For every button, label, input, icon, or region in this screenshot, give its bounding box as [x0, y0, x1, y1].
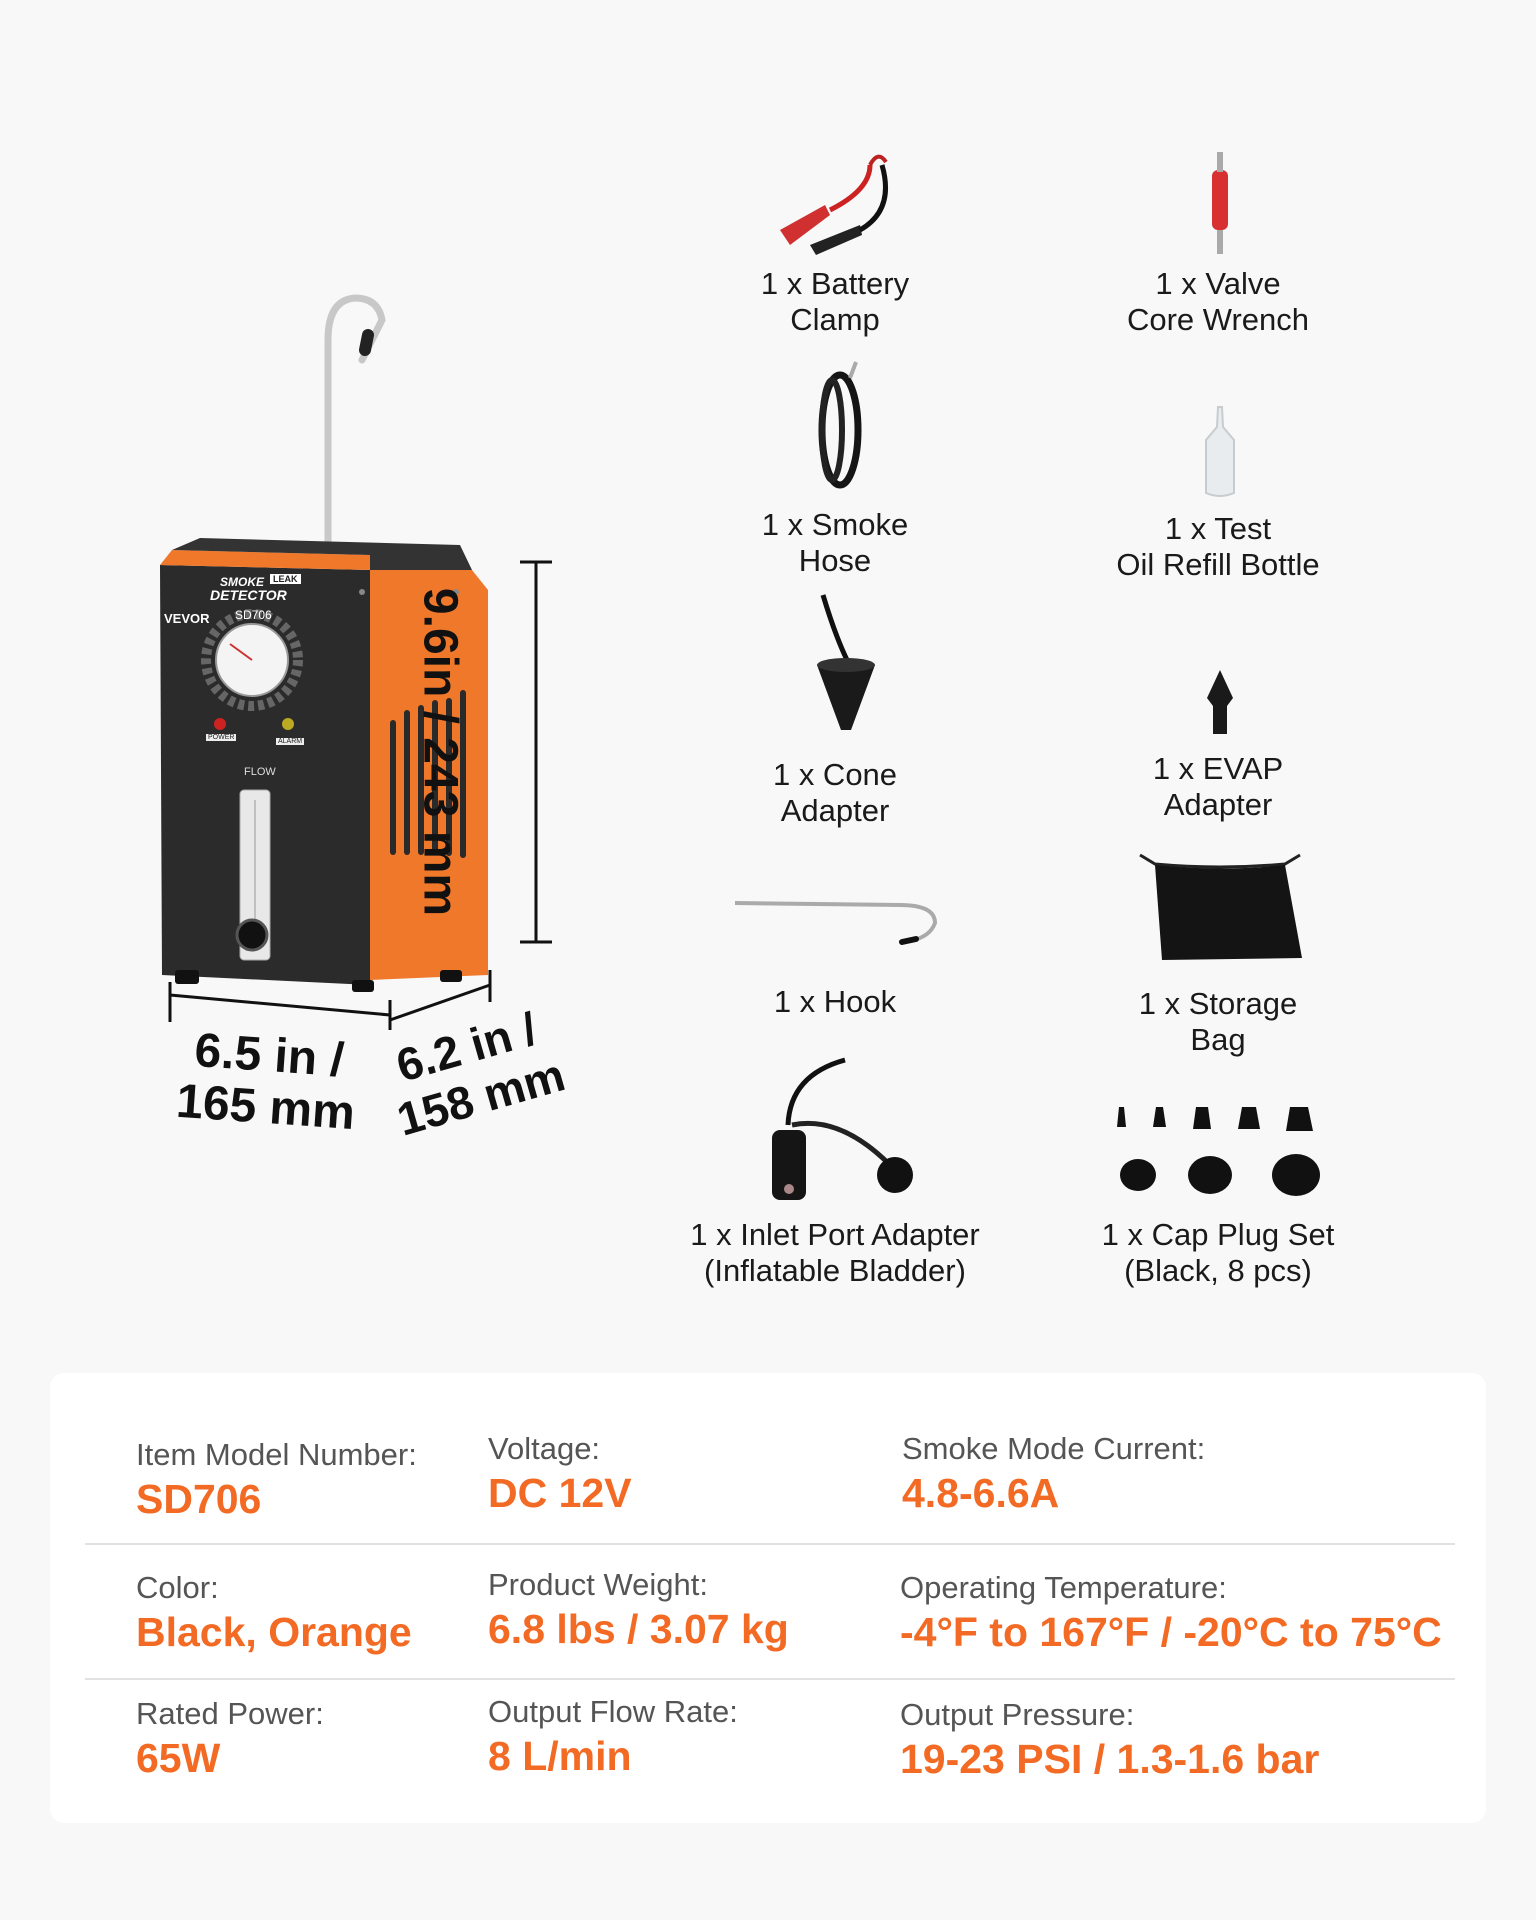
accessory-label-evap-adapter: 1 x EVAP Adapter [1152, 751, 1284, 822]
storage-bag-icon [1130, 850, 1310, 965]
spec-value: 6.8 lbs / 3.07 kg [488, 1606, 789, 1652]
spec-label: Voltage: [488, 1431, 601, 1466]
spec-label: Smoke Mode Current: [902, 1431, 1206, 1466]
spec-value: DC 12V [488, 1470, 632, 1516]
device-brand-logo: VEVOR [164, 611, 210, 626]
spec-label: Color: [136, 1570, 219, 1605]
spec-smoke-mode-current [902, 1430, 1205, 1518]
device-model-badge: SD706 [235, 608, 272, 622]
accessory-label-valve-core-wrench: 1 x Valve Core Wrench [1126, 266, 1310, 337]
spec-output-flow-rate [488, 1693, 738, 1781]
spec-value: 4.8-6.6A [902, 1470, 1060, 1516]
cap-plug-set-icon [1108, 1105, 1333, 1205]
depth-dimension: 6.2 in / 158 mm [390, 1002, 571, 1146]
spec-label: Rated Power: [136, 1696, 324, 1731]
spec-divider [85, 1543, 1455, 1545]
accessory-label-cone-adapter: 1 x Cone Adapter [772, 757, 898, 828]
device-title-badge: LEAK [270, 574, 301, 584]
accessory-label-smoke-hose: 1 x Smoke Hose [761, 507, 909, 578]
spec-voltage [488, 1430, 632, 1518]
smoke-hose-icon [790, 358, 890, 493]
spec-value: SD706 [136, 1476, 262, 1522]
spec-rated-power [136, 1695, 324, 1783]
spec-label: Item Model Number: [136, 1437, 417, 1472]
spec-value: 19-23 PSI / 1.3-1.6 bar [900, 1736, 1320, 1782]
spec-label: Operating Temperature: [900, 1570, 1227, 1605]
spec-color [136, 1569, 412, 1657]
hook-icon [730, 885, 945, 945]
inlet-port-adapter-icon [750, 1055, 925, 1205]
spec-label: Product Weight: [488, 1567, 708, 1602]
spec-value: Black, Orange [136, 1609, 412, 1655]
device-title-line1: SMOKE [220, 575, 265, 589]
device-flow-label: FLOW [244, 766, 276, 778]
spec-value: 8 L/min [488, 1733, 632, 1779]
spec-product-weight [488, 1566, 789, 1654]
device-power-led-label: POWER [208, 734, 235, 741]
battery-clamp-icon [770, 150, 900, 260]
valve-core-wrench-icon [1195, 150, 1245, 260]
width-dimension: 6.5 in / 165 mm [174, 1023, 357, 1141]
accessory-label-cap-plug-set: 1 x Cap Plug Set (Black, 8 pcs) [1101, 1217, 1335, 1288]
oil-bottle-icon [1190, 405, 1250, 500]
dimension-lines [160, 550, 580, 1030]
spec-value: -4°F to 167°F / -20°C to 75°C [900, 1609, 1442, 1655]
accessory-label-storage-bag: 1 x Storage Bag [1138, 986, 1298, 1057]
spec-label: Output Flow Rate: [488, 1694, 738, 1729]
spec-output-pressure [900, 1696, 1319, 1784]
spec-label: Output Pressure: [900, 1697, 1135, 1732]
evap-adapter-icon [1195, 668, 1245, 738]
spec-divider [85, 1678, 1455, 1680]
height-dimension: 9.6in / 243 mm [413, 587, 467, 917]
specifications-card [50, 1373, 1486, 1823]
device-title-line2: DETECTOR [210, 587, 287, 603]
spec-value: 65W [136, 1735, 221, 1781]
device-alarm-led-label: ALARM [278, 738, 303, 745]
accessory-label-inlet-port-adapter: 1 x Inlet Port Adapter (Inflatable Bladder) [690, 1217, 980, 1288]
accessory-label-battery-clamp: 1 x Battery Clamp [760, 266, 910, 337]
cone-adapter-icon [805, 590, 885, 740]
accessory-label-hook: 1 x Hook [773, 984, 897, 1019]
accessory-label-oil-bottle: 1 x Test Oil Refill Bottle [1116, 511, 1320, 582]
spec-model-number [136, 1436, 417, 1524]
spec-operating-temperature [900, 1569, 1442, 1657]
